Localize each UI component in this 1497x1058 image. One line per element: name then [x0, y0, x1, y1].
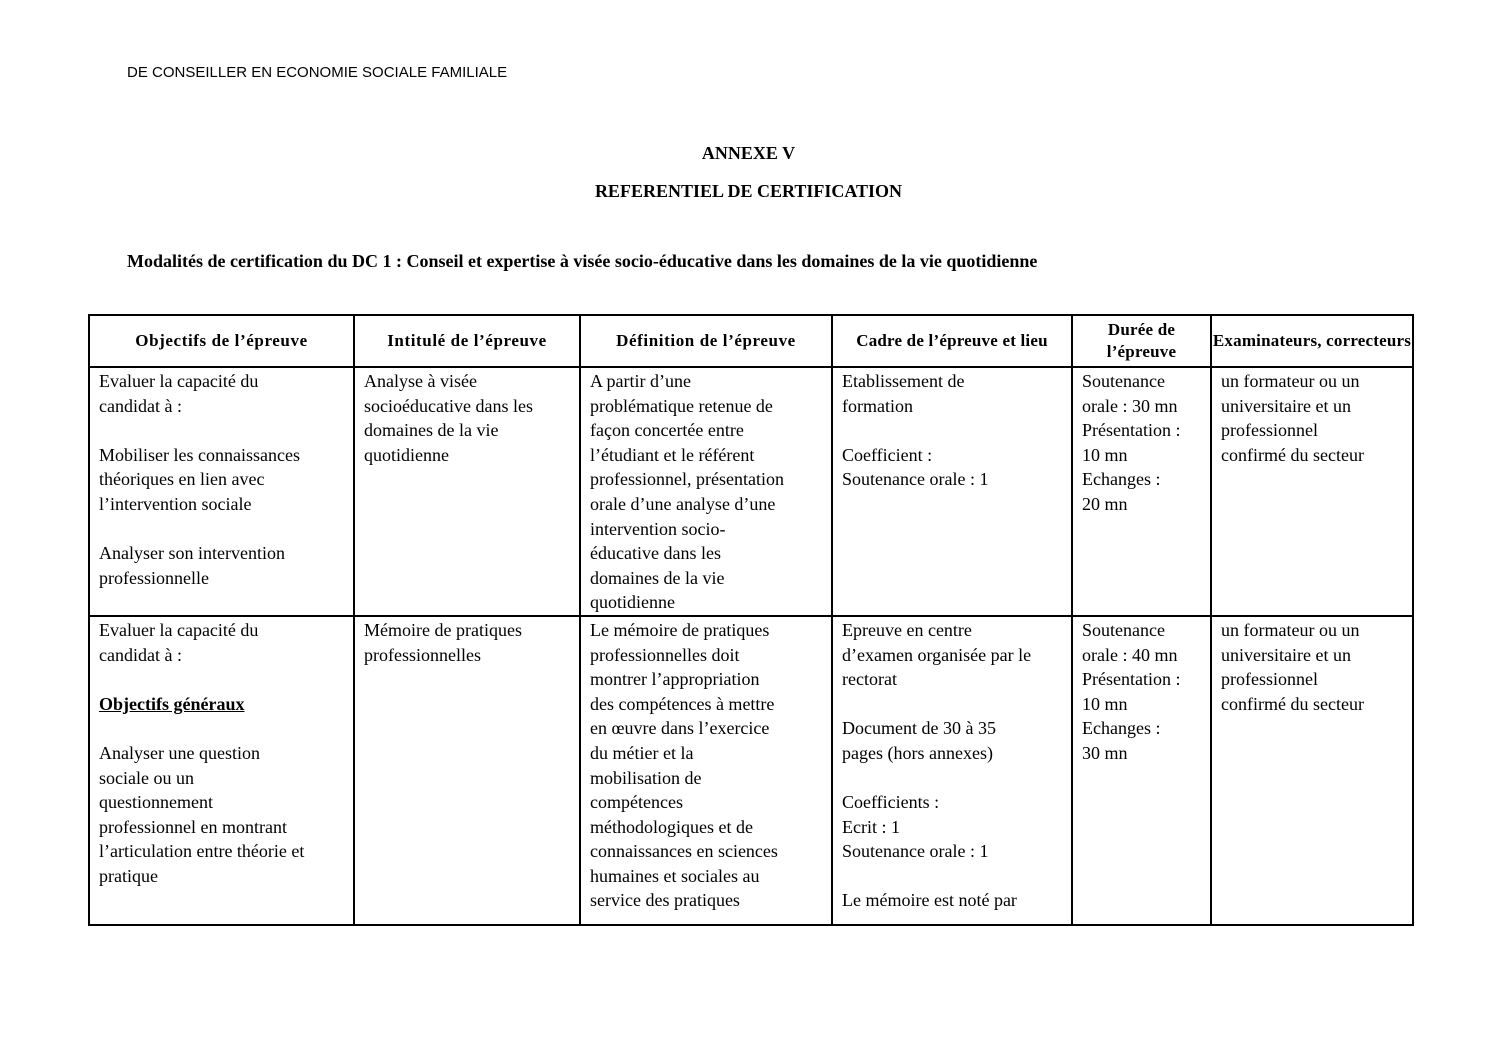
cell-text: Etablissement de formation Coefficient : Soutenance orale : 1	[842, 371, 989, 490]
cell-text: A partir d’une problématique retenue de façon concertée entre l’étudiant et le référent professionnel, présentation orale d’une analyse d’une intervention socio- éducative dans les domaines de la vie quotidienne	[590, 371, 784, 613]
cell-text: un formateur ou un universitaire et un professionnel confirmé du secteur	[1221, 371, 1364, 465]
cell-objectifs	[89, 616, 354, 925]
header-cadre: Cadre de l’épreuve et lieu	[832, 315, 1072, 367]
cell-text: Mémoire de pratiques professionnelles	[364, 619, 522, 665]
cell-text: un formateur ou un universitaire et un professionnel confirmé du secteur	[1221, 619, 1364, 714]
header-objectifs: Objectifs de l’épreuve	[89, 315, 354, 367]
cell-cadre	[832, 616, 1072, 925]
cell-objectifs	[89, 367, 354, 616]
table-row	[89, 616, 1413, 925]
header-examinateurs: Examinateurs, correcteurs	[1211, 315, 1413, 367]
cell-intitule	[354, 616, 580, 925]
cell-text: Soutenance orale : 30 mn Présentation : 10 mn Echanges : 20 mn	[1082, 371, 1181, 514]
cell-text: Evaluer la capacité du candidat à : Mobiliser les connaissances théoriques en lien avec l’intervention sociale Analyser son intervention professionnelle	[99, 371, 300, 588]
cell-definition	[580, 616, 832, 925]
header-duree: Durée de l’épreuve	[1072, 315, 1211, 367]
cell-text: Analyse à visée socioéducative dans les domaines de la vie quotidienne	[364, 371, 533, 465]
cell-duree	[1072, 616, 1211, 925]
header-intitule: Intitulé de l’épreuve	[354, 315, 580, 367]
header-definition: Définition de l’épreuve	[580, 315, 832, 367]
section-heading: Modalités de certification du DC 1 : Conseil et expertise à visée socio-éducative dans les domaines de la vie quotidienne	[127, 251, 1038, 271]
referentiel-title: REFERENTIEL DE CERTIFICATION	[594, 181, 903, 201]
cell-duree	[1072, 367, 1211, 616]
certification-table	[88, 314, 1414, 926]
cell-text: Epreuve en centre d’examen organisée par le rectorat Document de 30 à 35 pages (hors annexes) Coefficients : Ecrit : 1 Soutenance orale : 1 Le mémoire est noté par	[842, 619, 1032, 911]
cell-examinateurs	[1211, 367, 1413, 616]
cell-examinateurs	[1211, 616, 1413, 925]
cell-intitule	[354, 367, 580, 616]
cell-text: Soutenance orale : 40 mn Présentation : 10 mn Echanges : 30 mn	[1082, 619, 1181, 763]
annex-title: ANNEXE V	[701, 143, 796, 163]
running-header: DE CONSEILLER EN ECONOMIE SOCIALE FAMILIALE	[127, 64, 508, 81]
table-header-row	[89, 315, 1413, 367]
cell-cadre	[832, 367, 1072, 616]
cell-definition	[580, 367, 832, 616]
cell-text: Evaluer la capacité du candidat à :	[99, 619, 259, 665]
cell-text: Analyser une question sociale ou un questionnement professionnel en montrant l’articulation entre théorie et pratique	[99, 742, 305, 886]
cell-text: Le mémoire de pratiques professionnelles doit montrer l’appropriation des compétences à mettre en œuvre dans l’exercice du métier et la mobilisation de compétences méthodologiques et de connaissances en sciences humaines et sociales au service des pratiques	[590, 619, 778, 911]
table-row	[89, 367, 1413, 616]
objectifs-generaux-subheading: Objectifs généraux	[99, 693, 245, 714]
